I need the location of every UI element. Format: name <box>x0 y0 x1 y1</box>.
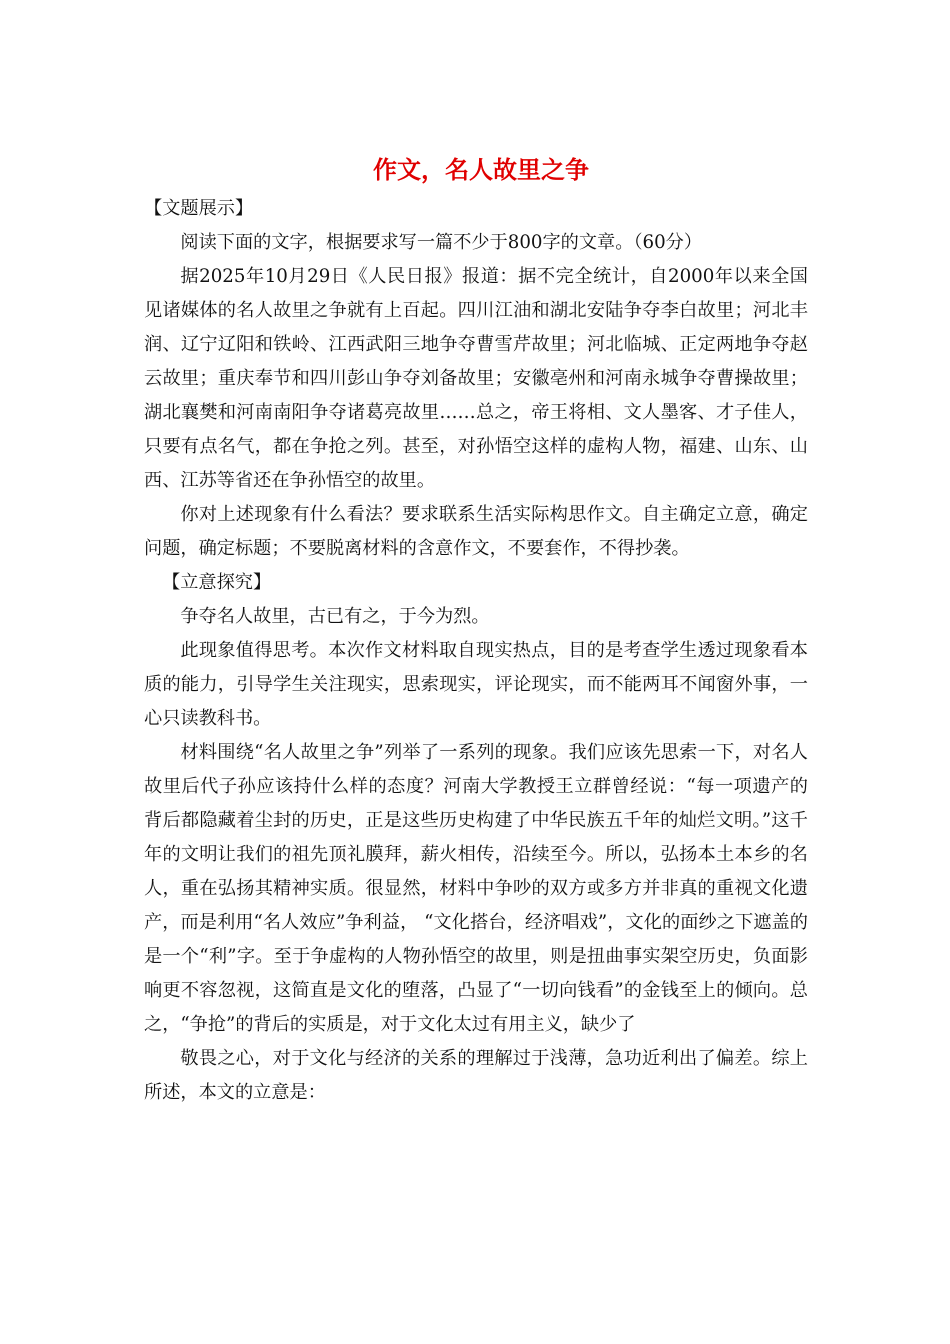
paragraph-analysis-4: 敬畏之心，对于文化与经济的关系的理解过于浅薄，急功近利出了偏差。综上所述，本文的立意是： <box>144 1048 808 1103</box>
paragraph-analysis-1: 争夺名人故里，古已有之，于今为烈。 <box>180 606 490 627</box>
paragraph-instructions: 阅读下面的文字，根据要求写一篇不少于800字的文章。（60分） <box>180 232 703 253</box>
section-heading-analysis: 【立意探究】 <box>162 572 272 593</box>
document-page <box>144 150 808 1110</box>
section-heading-topic: 【文题展示】 <box>144 198 254 219</box>
document-title: 作文，名人故里之争 <box>373 155 589 184</box>
paragraph-analysis-3: 材料围绕“名人故里之争”列举了一系列的现象。我们应该先思索一下，对名人故里后代子孙应该持什么样的态度？河南大学教授王立群曾经说：“每一项遗产的背后都隐藏着尘封的历史，正是这些历史构建了中华民族五千年的灿烂文明。”这千年的文明让我们的祖先顶礼膜拜，薪火相传，沿续至今。所以，弘扬本土本乡的名人，重在弘扬其精神实质。很显然，材料中争吵的双方或多方并非真的重视文化遗产，而是利用“名人效应”争利益， “文化搭台，经济唱戏”，文化的面纱之下遮盖的是一个“利”字。至于争虚构的人物孙悟空的故里，则是扭曲事实架空历史，负面影响更不容忽视，这简直是文化的堕落，凸显了“一切向钱看”的金钱至上的倾向。总之，“争抢”的背后的实质是，对于文化太过有用主义，缺少了 <box>144 742 808 1035</box>
paragraph-analysis-2: 此现象值得思考。本次作文材料取自现实热点，目的是考查学生透过现象看本质的能力，引导学生关注现实，思索现实，评论现实，而不能两耳不闻窗外事，一心只读教科书。 <box>144 640 808 729</box>
paragraph-requirements: 你对上述现象有什么看法？要求联系生活实际构思作文。自主确定立意，确定问题，确定标题；不要脱离材料的含意作文，不要套作，不得抄袭。 <box>144 504 808 559</box>
paragraph-material: 据2025年10月29日《人民日报》报道：据不完全统计，自2000年以来全国见诸媒体的名人故里之争就有上百起。四川江油和湖北安陆争夺李白故里；河北丰润、辽宁辽阳和铁岭、江西武阳三地争夺曹雪芹故里；河北临城、正定两地争夺赵云故里；重庆奉节和四川彭山争夺刘备故里；安徽亳州和河南永城争夺曹操故里；湖北襄樊和河南南阳争夺诸葛亮故里……总之，帝王将相、文人墨客、才子佳人，只要有点名气，都在争抢之列。甚至，对孙悟空这样的虚构人物，福建、山东、山西、江苏等省还在争孙悟空的故里。 <box>144 266 808 491</box>
